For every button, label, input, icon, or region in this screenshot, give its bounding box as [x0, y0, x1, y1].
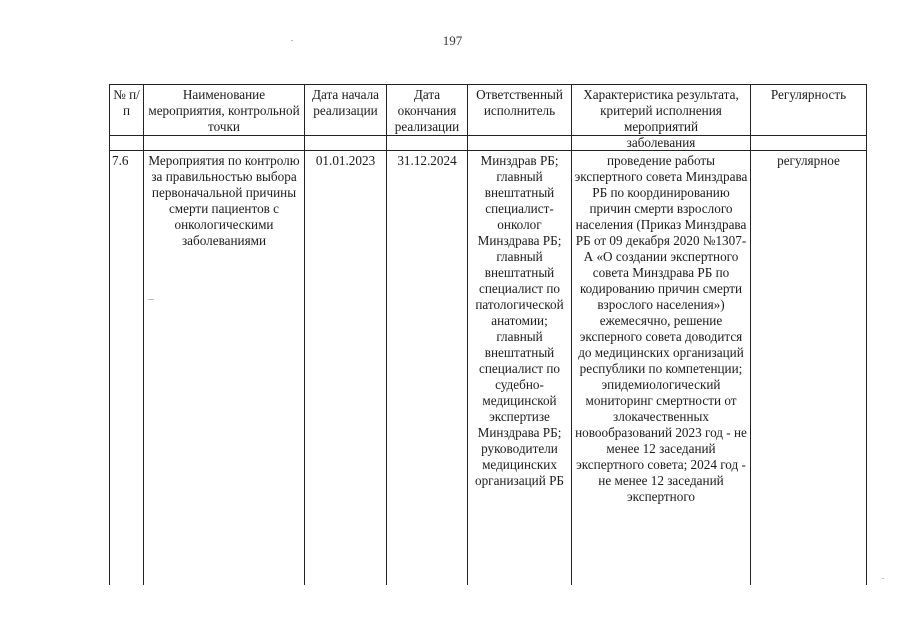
continuation-cell: [468, 136, 572, 151]
header-name: Наименование мероприятия, контрольной точки: [144, 85, 305, 136]
header-regularity: Регулярность: [751, 85, 867, 136]
scan-speck: [882, 578, 884, 579]
header-responsible: Ответственный исполнитель: [468, 85, 572, 136]
header-end-date: Дата окончания реализации: [387, 85, 468, 136]
measures-table: [109, 84, 867, 585]
continuation-row: [110, 136, 867, 151]
row-start-date: 01.01.2023: [305, 151, 387, 586]
row-name: Мероприятия по контролю за правильностью выбора первоначальной причины смерти пациентов с онкологическими заболеваниями: [144, 151, 305, 586]
continuation-cell: [305, 136, 387, 151]
row-end-date: 31.12.2024: [387, 151, 468, 586]
table-row: [110, 151, 867, 586]
continuation-cell: [110, 136, 144, 151]
continuation-cell: [751, 136, 867, 151]
scan-speck: [291, 40, 293, 41]
header-row: [110, 85, 867, 136]
page-number: 197: [442, 33, 463, 48]
continuation-result: заболевания: [572, 136, 751, 151]
header-number: № п/п: [110, 85, 144, 136]
row-result: проведение работы экспертного совета Минздрава РБ по координированию причин смерти взрослого населения (Приказ Минздрава РБ от 09 декабря 2020 №1307-А «О создании экспертного совета Минздрава РБ по кодированию причин смерти взрослого населения») ежемесячно, решение эксперного совета доводится до медицинских организаций республики по компетенции; эпидемиологический мониторинг смертности от злокачественных новообразований 2023 год - не менее 12 заседаний экспертного совета; 2024 год - не менее 12 заседаний экспертного: [572, 151, 751, 586]
continuation-cell: [387, 136, 468, 151]
continuation-cell: [144, 136, 305, 151]
row-responsible: Минздрав РБ; главный внештатный специалист-онколог Минздрава РБ; главный внештатный специалист по патологической анатомии; главный внештатный специалист по судебно-медицинской экспертизе Минздрава РБ; руководители медицинских организаций РБ: [468, 151, 572, 586]
header-start-date: Дата начала реализации: [305, 85, 387, 136]
header-result: Характеристика результата, критерий исполнения мероприятий: [572, 85, 751, 136]
row-regularity: регулярное: [751, 151, 867, 586]
row-number: 7.6: [110, 151, 144, 586]
